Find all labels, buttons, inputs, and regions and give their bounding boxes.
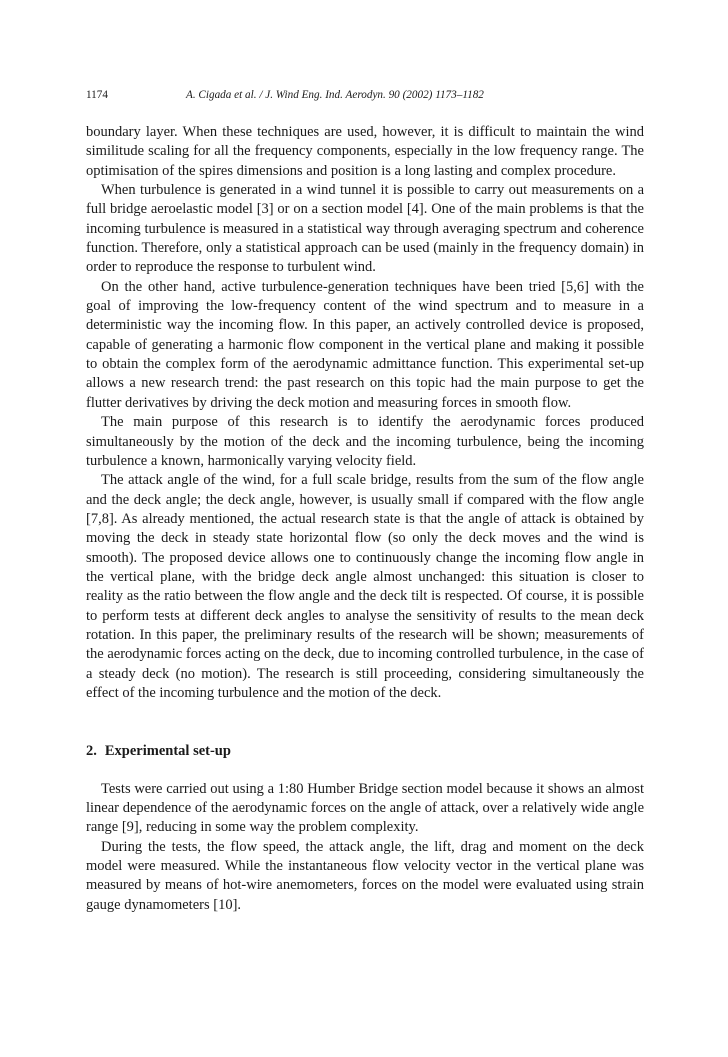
paragraph: Tests were carried out using a 1:80 Humber Bridge section model because it shows an almost linear dependence of the aerodynamic forces on the angle of attack, over a relatively wide angle range [9], reducing in some way the problem complexity. (86, 780, 644, 836)
journal-citation: A. Cigada et al. / J. Wind Eng. Ind. Aerodyn. 90 (2002) 1173–1182 (186, 89, 484, 101)
paragraph: During the tests, the flow speed, the attack angle, the lift, drag and moment on the deck model were measured. While the instantaneous flow velocity vector in the vertical plane was measured by means of hot-wire anemometers, forces on the model were evaluated using strain gauge dynamometers [10]. (86, 838, 644, 913)
page-number: 1174 (86, 89, 108, 101)
journal-page (86, 86, 644, 915)
paragraph: The attack angle of the wind, for a full scale bridge, results from the sum of the flow angle and the deck angle; the deck angle, however, is usually small if compared with the flow angle [7,8]. As already mentioned, the actual research state is that the angle of attack is obtained by moving the deck in steady state horizontal flow (so only the deck moves and the wind is smooth). The proposed device allows one to continuously change the incoming flow angle in the vertical plane, with the bridge deck angle almost unchanged: this situation is closer to reality as the ratio between the flow angle and the deck tilt is respected. Of course, it is possible to perform tests at different deck angles to analyse the sensitivity of results to the mean deck rotation. In this paper, the preliminary results of the research will be shown; measurements of the aerodynamic forces acting on the deck, due to incoming controlled turbulence, in the case of a steady deck (no motion). The research is still proceeding, considering simultaneously the effect of the incoming turbulence and the motion of the deck. (86, 472, 644, 701)
paragraph: On the other hand, active turbulence-generation techniques have been tried [5,6] with the goal of improving the low-frequency content of the wind spectrum and to measure in a deterministic way the incoming flow. In this paper, an actively controlled device is proposed, capable of generating a harmonic flow component in the vertical plane and making it possible to obtain the complex form of the aerodynamic admittance function. This experimental set-up allows a new research trend: the past research on this topic had the main purpose to get the flutter derivatives by driving the deck motion and measuring forces in smooth flow. (86, 278, 644, 411)
section-title: Experimental set-up (104, 743, 231, 760)
body-text (86, 123, 644, 915)
paragraph: The main purpose of this research is to identify the aerodynamic forces produced simultaneously by the motion of the deck and the incoming turbulence, being the incoming turbulence a known, harmonically varying velocity field. (86, 414, 644, 469)
paragraph-continued: boundary layer. When these techniques are used, however, it is difficult to maintain the wind similitude scaling for all the frequency components, especially in the low frequency range. The optimisation of the spires dimensions and position is a long lasting and complex procedure. (86, 124, 644, 179)
running-head (86, 86, 644, 104)
section-number: 2. (86, 743, 97, 760)
section-heading (86, 742, 644, 761)
paragraph: When turbulence is generated in a wind tunnel it is possible to carry out measurements on a full bridge aeroelastic model [3] or on a section model [4]. One of the main problems is that the incoming turbulence is measured in a statistical way through averaging spectrum and coherence function. Therefore, only a statistical approach can be used (mainly in the frequency domain) in order to reproduce the response to turbulent wind. (86, 182, 644, 276)
